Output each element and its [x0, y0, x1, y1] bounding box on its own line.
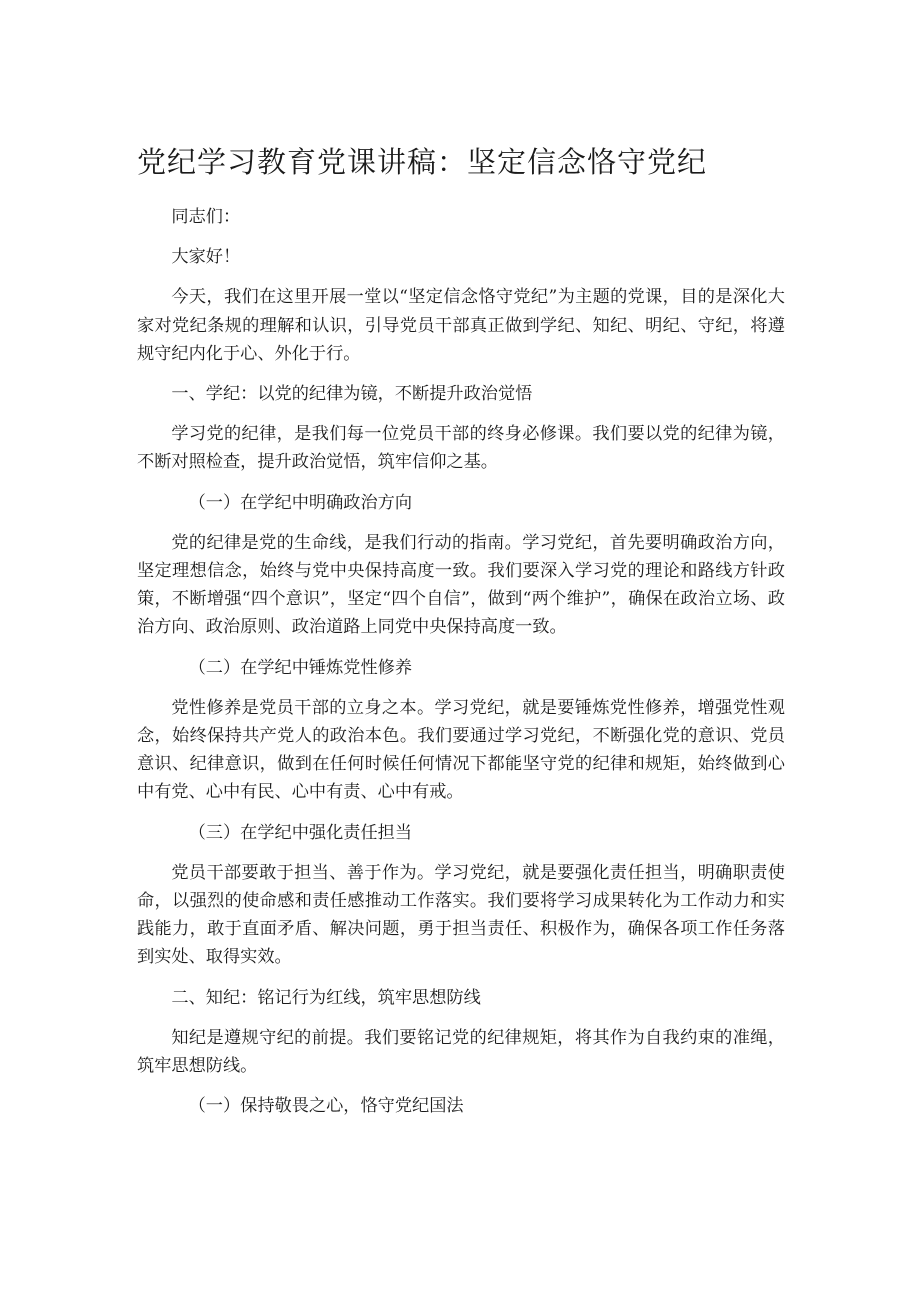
section-heading-2: 二、知纪：铭记行为红线，筑牢思想防线 [171, 987, 481, 1008]
body-paragraph: 党性修养是党员干部的立身之本。学习党纪，就是要锤炼党性修养，增强党性观念，始终保持共产党人的政治本色。我们要通过学习党纪，不断强化党的意识、党员意识、纪律意识，做到在任何时候任何情况下都能坚守党的纪律和规矩，始终做到心中有党、心中有民、心中有责、心中有戒。 [137, 697, 785, 803]
subsection-heading: （一）在学纪中明确政治方向 [188, 492, 413, 513]
body-paragraph: 党员干部要敢于担当、善于作为。学习党纪，就是要强化责任担当，明确职责使命，以强烈的使命感和责任感推动工作落实。我们要将学习成果转化为工作动力和实践能力，敢于直面矛盾、解决问题，勇于担当责任、积极作为，确保各项工作任务落到实处、取得实效。 [137, 862, 785, 968]
body-paragraph: 党的纪律是党的生命线，是我们行动的指南。学习党纪，首先要明确政治方向，坚定理想信念，始终与党中央保持高度一致。我们要深入学习党的理论和路线方针政策，不断增强“四个意识”，坚定“四个自信”，做到“两个维护”，确保在政治立场、政治方向、政治原则、政治道路上同党中央保持高度一致。 [137, 532, 785, 638]
salutation: 同志们： [171, 207, 241, 227]
section-heading-1: 一、学纪：以党的纪律为镜，不断提升政治觉悟 [171, 384, 533, 405]
body-paragraph: 知纪是遵规守纪的前提。我们要铭记党的纪律规矩，将其作为自我约束的准绳，筑牢思想防线。 [137, 1027, 785, 1077]
subsection-heading: （三）在学纪中强化责任担当 [188, 822, 413, 843]
document-body [137, 203, 785, 1132]
subsection-heading: （二）在学纪中锤炼党性修养 [188, 657, 413, 678]
subsection-heading: （一）保持敬畏之心，恪守党纪国法 [188, 1096, 464, 1117]
document-title: 党纪学习教育党课讲稿：坚定信念恪守党纪 [137, 145, 708, 179]
body-paragraph: 学习党的纪律，是我们每一位党员干部的终身必修课。我们要以党的纪律为镜，不断对照检查，提升政治觉悟，筑牢信仰之基。 [137, 424, 785, 473]
greeting: 大家好！ [171, 247, 241, 268]
intro-paragraph: 今天，我们在这里开展一堂以“坚定信念恪守党纪”为主题的党课，目的是深化大家对党纪条规的理解和认识，引导党员干部真正做到学纪、知纪、明纪、守纪，将遵规守纪内化于心、外化于行。 [137, 287, 785, 364]
